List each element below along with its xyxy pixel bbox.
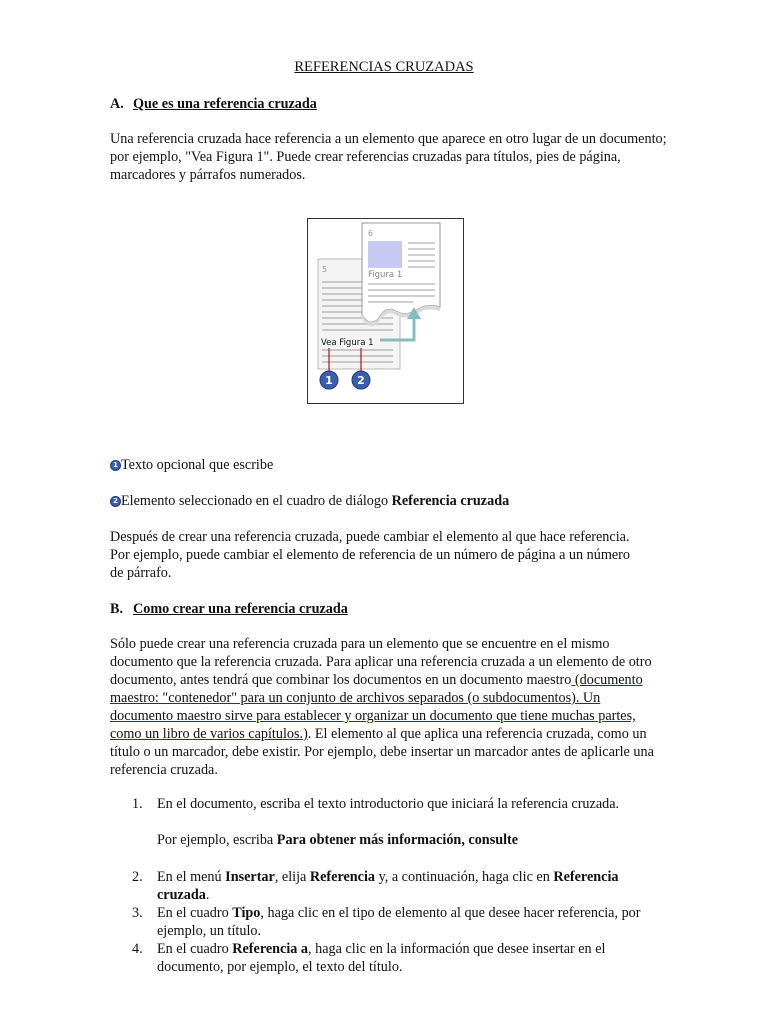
cross-ref-text: Vea Figura 1: [321, 338, 374, 348]
callout-1-icon: [320, 371, 338, 389]
figure-placeholder: [368, 241, 402, 268]
note-2-bold: Referencia cruzada: [391, 493, 510, 509]
callout-2-icon: [352, 371, 370, 389]
after-create-paragraph: [110, 528, 630, 582]
step-2-referencia-cruzada: Referencia cruzada: [157, 869, 619, 903]
callout-2-label: 2: [357, 374, 365, 387]
callout-1-label: 1: [325, 374, 333, 387]
step-4-text-c: , haga clic en la información que desee insertar en el documento, por ejemplo, el texto del título.: [157, 941, 606, 975]
intro-text: Una referencia cruzada hace referencia a un elemento que aparece en otro lugar de un documento; por ejemplo, "Vea Figura 1". Puede crear referencias cruzadas para títulos, pies de página, marcadores y párrafos numerados.: [110, 131, 667, 183]
step-3-number: 3.: [132, 905, 143, 921]
note-1-icon: 1: [110, 460, 121, 471]
step-3-text-a: En el cuadro: [157, 905, 233, 921]
step-4-number: 4.: [132, 941, 143, 957]
section-b-title: Como crear una referencia cruzada: [133, 601, 348, 617]
step-4: [110, 940, 650, 976]
note-2-text: Elemento seleccionado en el cuadro de diálogo: [121, 493, 392, 509]
cross-reference-figure: [307, 218, 464, 404]
step-1-text: En el documento, escriba el texto introductorio que iniciará la referencia cruzada.: [157, 796, 620, 812]
step-1-example-text: Por ejemplo, escriba: [157, 832, 277, 848]
figure-illustration: [308, 219, 463, 403]
step-3-text-c: , haga clic en el tipo de elemento al que desee hacer referencia, por ejemplo, un título.: [157, 905, 641, 939]
back-page-number: 5: [322, 265, 328, 274]
section-b-text-part2: . El elemento al que aplica una referencia cruzada, como un título o un marcador, debe existir. Por ejemplo, debe insertar un marcador antes de aplicarle una referencia cruzada.: [110, 726, 654, 778]
step-3: [110, 904, 650, 940]
master-document-tooltip-link[interactable]: (documento maestro: "contenedor" para un conjunto de archivos separados (o subdocumentos). Un documento maestro sirve para establecer y organizar un documento que tiene muchas partes, como un libro de varios capítulos.): [110, 672, 643, 742]
figure-caption: Figura 1: [368, 270, 403, 280]
step-4-text-a: En el cuadro: [157, 941, 233, 957]
step-1-example-bold: Para obtener más información, consulte: [276, 832, 519, 848]
note-2: [110, 492, 509, 510]
section-b-heading: [110, 600, 348, 618]
section-a-title: Que es una referencia cruzada: [133, 96, 317, 112]
section-b-text: [110, 635, 655, 779]
step-2: [110, 868, 650, 904]
step-1-example: [157, 831, 650, 849]
step-1-number: 1.: [132, 796, 143, 812]
section-a-heading: [110, 95, 317, 113]
step-2-number: 2.: [132, 869, 143, 885]
step-4-referencia-a: Referencia a: [232, 941, 309, 957]
page-title: REFERENCIAS CRUZADAS: [294, 59, 474, 75]
step-2-text-a: En el menú: [157, 869, 226, 885]
step-2-text-g: .: [205, 887, 210, 903]
section-b-paragraph: [110, 635, 655, 779]
front-page: [362, 223, 440, 326]
section-b-letter: B.: [110, 601, 124, 617]
note-1-text: Texto opcional que escribe: [121, 457, 274, 473]
note-2-icon: 2: [110, 496, 121, 507]
step-2-text-e: y, a continuación, haga clic en: [375, 869, 554, 885]
section-a-letter: A.: [110, 96, 124, 112]
steps-list: [110, 795, 650, 976]
step-2-referencia: Referencia: [309, 869, 376, 885]
intro-paragraph: [110, 130, 670, 184]
front-page-number: 6: [368, 229, 374, 238]
step-2-text-c: , elija: [274, 869, 310, 885]
after-create-text: Después de crear una referencia cruzada, puede cambiar el elemento al que hace referencia. Por ejemplo, puede cambiar el elemento de referencia de un número de página a un número de párrafo.: [110, 529, 630, 581]
section-b-text-part1: Sólo puede crear una referencia cruzada para un elemento que se encuentre en el mismo documento que la referencia cruzada. Para aplicar una referencia cruzada a un elemento de otro documento, antes tendrá que combinar los documentos en un documento maestro: [110, 636, 652, 688]
note-1: [110, 456, 273, 474]
step-2-menu-insertar: Insertar: [225, 869, 275, 885]
step-1: [110, 795, 650, 849]
step-3-tipo: Tipo: [232, 905, 261, 921]
